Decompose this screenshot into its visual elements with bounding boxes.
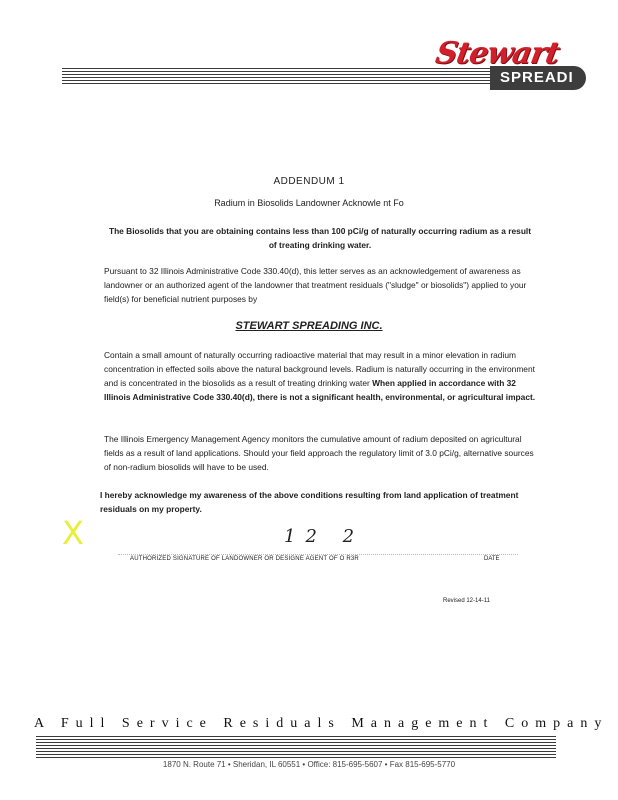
footer-address: 1870 N. Route 71 • Sheridan, IL 60551 • Office: 815-695-5607 • Fax 815-695-5770: [162, 760, 456, 769]
acknowledge-paragraph: I hereby acknowledge my awareness of the above conditions resulting from land application of treatment residuals on my property.: [100, 490, 519, 514]
contain-bold-text: When applied in accordance with 32 Illinois Administrative Code 330.40(d), there is not a significant health, environmental, or agricultural impact.: [104, 378, 536, 402]
logo-script-text: Stewart: [432, 36, 562, 71]
handwritten-date: 12 2: [284, 526, 365, 547]
contain-text: Contain a small amount of naturally occurring radioactive material that may result in a minor elevation in radium concentration in effected soils above the natural background levels. Radium is naturally occurring in the environment and is concentrated in the biosolids as a result of treating drinking water: [104, 350, 535, 388]
document-title: ADDENDUM 1: [273, 176, 345, 187]
logo-bar-text: SPREADI: [500, 69, 574, 86]
signature-label: AUTHORIZED SIGNATURE OF LANDOWNER OR DESIGNE AGENT OF O R3R: [130, 556, 359, 562]
iema-paragraph: The Illinois Emergency Management Agency monitors the cumulative amount of radium deposited on agricultural fields as a result of land applications. Should your field approach the regulatory limit of 3.0 pCi/g, alternative sources of non-radium biosolids will have to be used.: [104, 434, 534, 472]
intro-paragraph: The Biosolids that you are obtaining contains less than 100 pCi/g of naturally occurring radium as a result of treating drinking water.: [108, 226, 532, 250]
company-name: STEWART SPREADING INC.: [235, 320, 383, 332]
date-label: DATE: [484, 556, 500, 562]
contain-paragraph: [104, 348, 536, 404]
revised-date: Revised 12-14-11: [443, 598, 490, 604]
signature-mark: X: [62, 514, 84, 552]
signature-line: [118, 554, 518, 555]
footer-stripes: [36, 736, 556, 758]
company-logo: [420, 36, 600, 96]
footer-tagline: A Full Service Residuals Management Company: [34, 716, 609, 731]
document-subtitle: Radium in Biosolids Landowner Acknowle nt Fo: [214, 198, 404, 208]
pursuant-paragraph: Pursuant to 32 Illinois Administrative Code 330.40(d), this letter serves as an acknowledgement of awareness as landowner or an authorized agent of the landowner that treatment residuals ("sludge" or biosolids") applied to your field(s) for beneficial nutrient purposes by: [104, 266, 527, 304]
